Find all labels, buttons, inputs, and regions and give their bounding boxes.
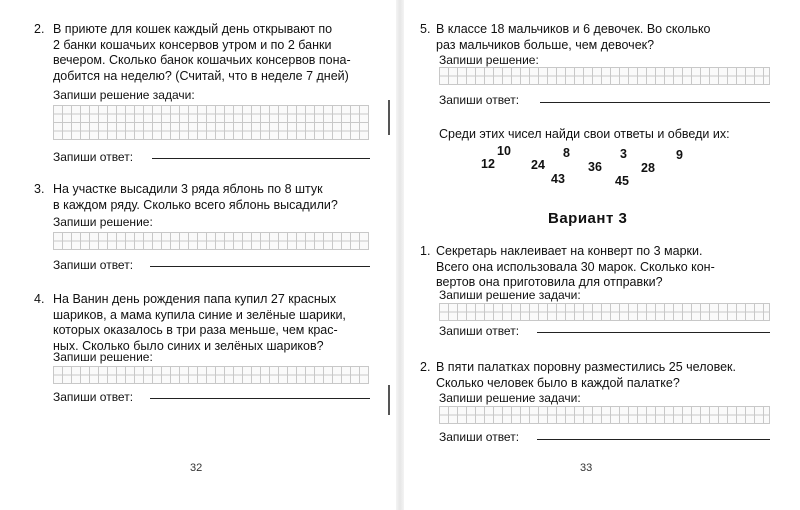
task5-answer-line[interactable] bbox=[540, 102, 770, 103]
answer-number[interactable]: 43 bbox=[551, 172, 565, 186]
left-page bbox=[0, 0, 396, 510]
v3-task2-line: В пяти палатках поровну разместились 25 человек. bbox=[436, 360, 736, 374]
answer-number[interactable]: 45 bbox=[615, 174, 629, 188]
task2-line: 2 банки кошачьих консервов утром и по 2 банки bbox=[53, 37, 332, 52]
task2-answer-label: Запиши ответ: bbox=[53, 150, 134, 164]
page-number-right: 33 bbox=[580, 462, 593, 474]
page-number-left: 32 bbox=[190, 462, 203, 474]
task2-answer-line[interactable] bbox=[152, 158, 370, 159]
task2-solution-grid[interactable] bbox=[53, 105, 369, 140]
task3-number: 3. bbox=[34, 182, 45, 196]
margin-mark bbox=[388, 385, 390, 415]
task3-solution-label: Запиши решение: bbox=[53, 215, 153, 229]
task4-solution-grid[interactable] bbox=[53, 366, 369, 384]
task4-text bbox=[53, 292, 371, 354]
task5-solution-grid[interactable] bbox=[439, 67, 770, 85]
v3-task1-answer-label: Запиши ответ: bbox=[439, 324, 520, 338]
task4-line: которых оказалось в три раза меньше, чем крас- bbox=[53, 323, 338, 337]
task4-answer-line[interactable] bbox=[150, 398, 370, 399]
book-fold bbox=[396, 0, 404, 510]
v3-task1-answer-line[interactable] bbox=[537, 332, 770, 333]
task4-answer-label: Запиши ответ: bbox=[53, 390, 134, 404]
task4-line: ных. Сколько было синих и зелёных шариков? bbox=[53, 338, 324, 353]
task3-line: На участке высадили 3 ряда яблонь по 8 штук bbox=[53, 182, 323, 196]
answer-number[interactable]: 12 bbox=[481, 157, 495, 171]
answer-number[interactable]: 24 bbox=[531, 158, 545, 172]
task5-line: В классе 18 мальчиков и 6 девочек. Во сколько bbox=[436, 22, 711, 36]
task4-number: 4. bbox=[34, 292, 45, 306]
task2-number: 2. bbox=[34, 22, 45, 36]
task2-solution-label: Запиши решение задачи: bbox=[53, 88, 195, 102]
answer-number[interactable]: 3 bbox=[620, 147, 627, 161]
task3-solution-grid[interactable] bbox=[53, 232, 369, 250]
task3-answer-line[interactable] bbox=[150, 266, 370, 267]
v3-task2-answer-label: Запиши ответ: bbox=[439, 430, 520, 444]
margin-mark bbox=[388, 100, 390, 135]
numbers-instruction: Среди этих чисел найди свои ответы и обведи их: bbox=[439, 127, 730, 141]
v3-task1-line: вертов она приготовила для отправки? bbox=[436, 275, 663, 289]
v3-task1-solution-label: Запиши решение задачи: bbox=[439, 288, 581, 302]
task5-number: 5. bbox=[420, 22, 431, 36]
task3-text bbox=[53, 182, 371, 213]
v3-task1-number: 1. bbox=[420, 244, 431, 258]
task5-line: раз мальчиков больше, чем девочек? bbox=[436, 37, 655, 52]
task2-line: вечером. Сколько банок кошачьих консервов пона- bbox=[53, 53, 351, 67]
answer-number[interactable]: 8 bbox=[563, 146, 570, 160]
v3-task1-line: Всего она использовала 30 марок. Сколько кон- bbox=[436, 259, 715, 274]
task2-line: добится на неделю? (Считай, что в неделе 7 дней) bbox=[53, 68, 349, 83]
v3-task1-solution-grid[interactable] bbox=[439, 303, 770, 321]
answer-number[interactable]: 36 bbox=[588, 160, 602, 174]
task5-answer-label: Запиши ответ: bbox=[439, 93, 520, 107]
task5-text bbox=[436, 22, 766, 53]
v3-task2-number: 2. bbox=[420, 360, 431, 374]
v3-task2-solution-label: Запиши решение задачи: bbox=[439, 391, 581, 405]
task2-line: В приюте для кошек каждый день открывают по bbox=[53, 22, 333, 36]
variant-heading: Вариант 3 bbox=[548, 210, 628, 227]
task2-text bbox=[53, 22, 371, 84]
v3-task2-answer-line[interactable] bbox=[537, 439, 770, 440]
task4-line: шариков, а мама купила синие и зелёные шарики, bbox=[53, 307, 346, 322]
task3-line: в каждом ряду. Сколько всего яблонь высадили? bbox=[53, 197, 338, 212]
answer-number[interactable]: 10 bbox=[497, 144, 511, 158]
answer-number[interactable]: 28 bbox=[641, 161, 655, 175]
right-page bbox=[404, 0, 800, 510]
v3-task2-text bbox=[436, 360, 766, 391]
task4-solution-label: Запиши решение: bbox=[53, 350, 153, 364]
v3-task2-line: Сколько человек было в каждой палатке? bbox=[436, 375, 680, 390]
task4-line: На Ванин день рождения папа купил 27 красных bbox=[53, 292, 337, 306]
v3-task2-solution-grid[interactable] bbox=[439, 406, 770, 424]
task3-answer-label: Запиши ответ: bbox=[53, 258, 134, 272]
v3-task1-line: Секретарь наклеивает на конверт по 3 марки. bbox=[436, 244, 703, 258]
v3-task1-text bbox=[436, 244, 766, 291]
answer-number[interactable]: 9 bbox=[676, 148, 683, 162]
task5-solution-label: Запиши решение: bbox=[439, 53, 539, 67]
